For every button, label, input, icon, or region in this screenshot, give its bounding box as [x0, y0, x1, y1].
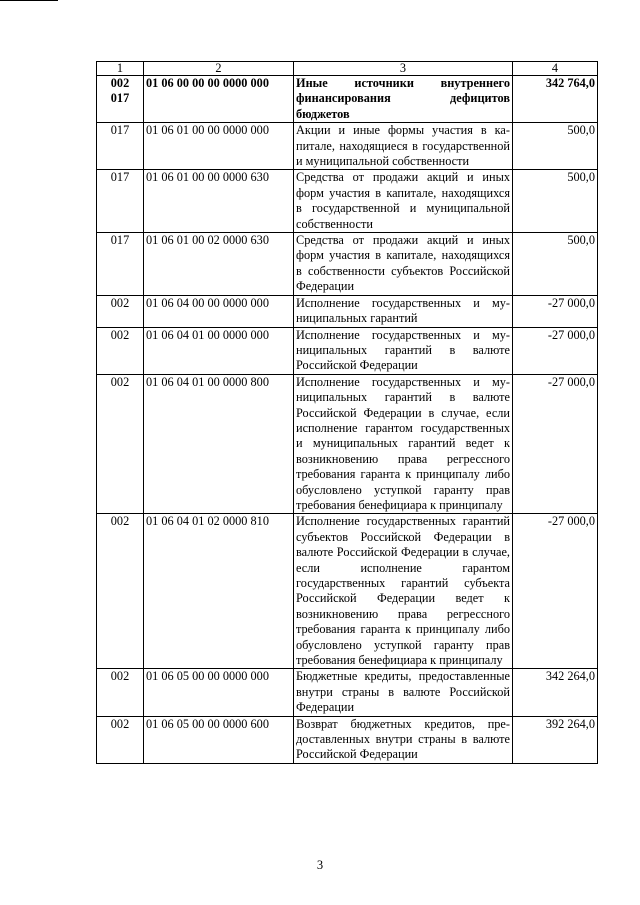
table-row — [97, 233, 598, 296]
amount-cell: -27 000,0 — [513, 295, 598, 327]
org-code-cell: 002 017 — [97, 76, 144, 123]
org-code-cell: 002 — [97, 327, 144, 374]
amount-cell: 500,0 — [513, 123, 598, 170]
org-code-cell: 002 — [97, 669, 144, 716]
description-cell: Иные источники внутреннего финансирования дефицитов бюджетов — [294, 76, 513, 123]
amount-cell: -27 000,0 — [513, 327, 598, 374]
table-row — [97, 716, 598, 763]
amount-cell: 342 764,0 — [513, 76, 598, 123]
table-row — [97, 123, 598, 170]
description-cell: Возврат бюджетных кредитов, предоставленных внутри страны в валюте Российской Федерации — [294, 716, 513, 763]
description-cell: Исполнение государственных гарантий субъектов Российской Федерации в валюте Российской Федерации в случае, если исполнение гарантом государственных гарантий субъекта Российской Федерации ведет к возникновению права регрессного требования гаранта к принципалу либо обусловлено уступкой гаранту прав требования бенефициара к принципалу — [294, 514, 513, 669]
budget-code-cell: 01 06 05 00 00 0000 000 — [144, 669, 294, 716]
amount-cell: -27 000,0 — [513, 514, 598, 669]
org-code-cell: 017 — [97, 233, 144, 296]
org-code-cell: 002 — [97, 295, 144, 327]
amount-cell: 342 264,0 — [513, 669, 598, 716]
budget-code-cell: 01 06 01 00 00 0000 630 — [144, 170, 294, 233]
description-cell: Средства от продажи акций и иных форм участия в капитале, находящихся в государственной и муниципальной собственности — [294, 170, 513, 233]
table-row — [97, 514, 598, 669]
amount-cell: 500,0 — [513, 233, 598, 296]
table-row — [97, 669, 598, 716]
description-cell: Акции и иные формы участия в капитале, находящиеся в государственной и муниципальной собственности — [294, 123, 513, 170]
column-header-1: 1 — [97, 62, 144, 76]
column-header-3: 3 — [294, 62, 513, 76]
amount-cell: -27 000,0 — [513, 374, 598, 514]
budget-code-cell: 01 06 00 00 00 0000 000 — [144, 76, 294, 123]
description-cell: Бюджетные кредиты, предоставленные внутри страны в валюте Российской Федерации — [294, 669, 513, 716]
table-header-row — [97, 62, 598, 76]
budget-code-cell: 01 06 04 00 00 0000 000 — [144, 295, 294, 327]
budget-code-cell: 01 06 04 01 02 0000 810 — [144, 514, 294, 669]
table-row — [97, 295, 598, 327]
top-rule — [0, 0, 58, 1]
description-cell: Исполнение государственных и муниципальных гарантий в валюте Российской Федерации — [294, 327, 513, 374]
org-code-cell: 002 — [97, 514, 144, 669]
description-cell: Исполнение государственных и муниципальных гарантий — [294, 295, 513, 327]
description-cell: Исполнение государственных и муниципальных гарантий в валюте Российской Федерации в случае, если исполнение гарантом государственных и муниципальных гарантий ведет к возникновению права регрессного требования гаранта к принципалу либо обусловлено уступкой гаранту прав требования бенефициара к принципалу — [294, 374, 513, 514]
table-row — [97, 374, 598, 514]
org-code-cell: 002 — [97, 716, 144, 763]
budget-code-cell: 01 06 04 01 00 0000 000 — [144, 327, 294, 374]
table-row — [97, 327, 598, 374]
table-row — [97, 76, 598, 123]
org-code-cell: 002 — [97, 374, 144, 514]
column-header-4: 4 — [513, 62, 598, 76]
budget-code-cell: 01 06 04 01 00 0000 800 — [144, 374, 294, 514]
budget-sources-table — [96, 61, 598, 764]
description-cell: Средства от продажи акций и иных форм участия в капитале, находящихся в собственности субъектов Российской Федерации — [294, 233, 513, 296]
org-code-cell: 017 — [97, 170, 144, 233]
org-code-cell: 017 — [97, 123, 144, 170]
column-header-2: 2 — [144, 62, 294, 76]
table-row — [97, 170, 598, 233]
budget-code-cell: 01 06 01 00 02 0000 630 — [144, 233, 294, 296]
amount-cell: 500,0 — [513, 170, 598, 233]
amount-cell: 392 264,0 — [513, 716, 598, 763]
page-number: 3 — [316, 858, 324, 872]
budget-code-cell: 01 06 01 00 00 0000 000 — [144, 123, 294, 170]
budget-code-cell: 01 06 05 00 00 0000 600 — [144, 716, 294, 763]
